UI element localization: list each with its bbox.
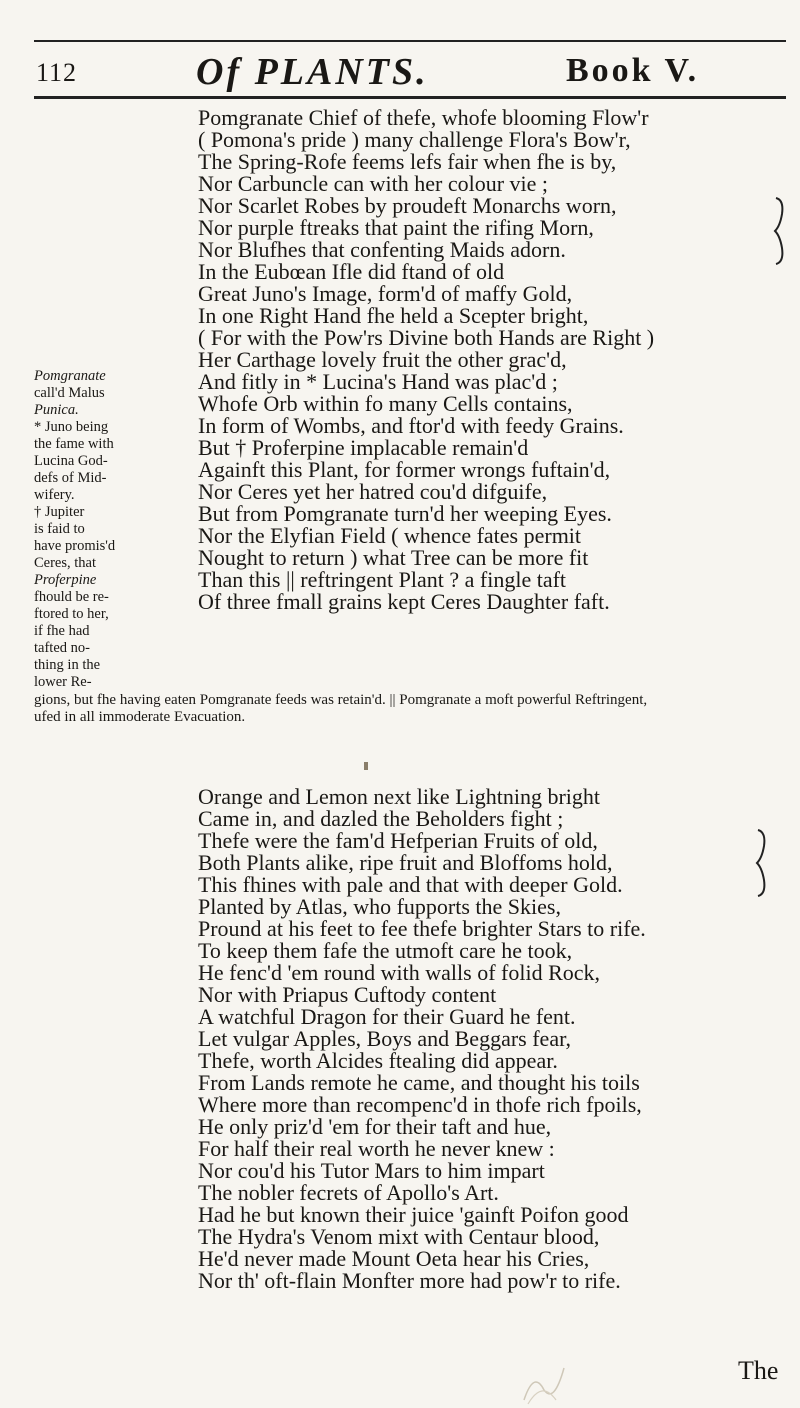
verse-line: Orange and Lemon next like Lightning bright bbox=[198, 784, 601, 809]
margin-note-line: is faid to bbox=[34, 521, 85, 537]
verse-line: Where more than recompenc'd in thofe rich fpoils, bbox=[198, 1092, 642, 1117]
triplet-brace-bottom bbox=[754, 828, 770, 898]
verse-line: Nor with Priapus Cuftody content bbox=[198, 982, 497, 1007]
margin-note-line: wifery. bbox=[34, 487, 75, 503]
verse-line: He only priz'd 'em for their taft and hue, bbox=[198, 1114, 552, 1139]
margin-note-line: † Jupiter bbox=[34, 504, 85, 520]
top-rule bbox=[34, 40, 786, 42]
verse-line: But † Proferpine implacable remain'd bbox=[198, 435, 529, 460]
verse-line: Pround at his feet to fee thefe brighter Stars to rife. bbox=[198, 916, 646, 941]
margin-note-line: Proferpine bbox=[34, 572, 97, 588]
margin-note-line: Pomgranate bbox=[34, 368, 106, 384]
verse-line: A watchful Dragon for their Guard he fent. bbox=[198, 1004, 576, 1029]
ink-mark bbox=[364, 762, 368, 770]
verse-line: He'd never made Mount Oeta hear his Cries, bbox=[198, 1246, 590, 1271]
margin-note-line: Ceres, that bbox=[34, 555, 97, 571]
bleed-through-mark bbox=[514, 1360, 574, 1406]
page-number: 112 bbox=[36, 58, 78, 87]
verse-line: Planted by Atlas, who fupports the Skies, bbox=[198, 894, 561, 919]
verse-line: Nor Ceres yet her hatred cou'd difguife, bbox=[198, 479, 548, 504]
verse-line: From Lands remote he came, and thought his toils bbox=[198, 1070, 640, 1095]
verse-line: Nought to return ) what Tree can be more fit bbox=[198, 545, 589, 570]
verse-line: Nor the Elyfian Field ( whence fates permit bbox=[198, 523, 582, 548]
verse-line: Pomgranate Chief of thefe, whofe blooming Flow'r bbox=[198, 105, 649, 130]
margin-note-line: ftored to her, bbox=[34, 606, 109, 622]
verse-line: Nor Carbuncle can with her colour vie ; bbox=[198, 171, 549, 196]
verse-line: Came in, and dazled the Beholders fight ; bbox=[198, 806, 564, 831]
triplet-brace-top bbox=[772, 196, 788, 266]
header-rule bbox=[34, 96, 786, 99]
margin-note-line: tafted no- bbox=[34, 640, 90, 656]
verse-line: This fhines with pale and that with deeper Gold. bbox=[198, 872, 623, 897]
footnote-line: ufed in all immoderate Evacuation. bbox=[34, 709, 246, 725]
verse-line: Nor th' oft-flain Monfter more had pow'r to rife. bbox=[198, 1268, 621, 1293]
verse-line: Than this || reftringent Plant ? a fingle taft bbox=[198, 567, 567, 592]
verse-line: In the Eubœan Ifle did ftand of old bbox=[198, 259, 505, 284]
verse-line: To keep them fafe the utmoft care he took, bbox=[198, 938, 573, 963]
verse-line: Let vulgar Apples, Boys and Beggars fear, bbox=[198, 1026, 572, 1051]
margin-note-line: Punica. bbox=[34, 402, 79, 418]
margin-note-line: thing in the bbox=[34, 657, 101, 673]
footnote bbox=[34, 692, 800, 726]
margin-note-line: lower Re- bbox=[34, 674, 92, 690]
verse-line: In one Right Hand fhe held a Scepter bright, bbox=[198, 303, 589, 328]
margin-note-line: call'd Malus bbox=[34, 385, 105, 401]
verse-line: ( Pomona's pride ) many challenge Flora's Bow'r, bbox=[198, 127, 631, 152]
verse-line: In form of Wombs, and ftor'd with feedy Grains. bbox=[198, 413, 624, 438]
margin-note-line: Lucina God- bbox=[34, 453, 108, 469]
verse-line: Nor Scarlet Robes by proudeft Monarchs worn, bbox=[198, 193, 617, 218]
verse-line: Nor Blufhes that confenting Maids adorn. bbox=[198, 237, 566, 262]
margin-note-line: * Juno being bbox=[34, 419, 109, 435]
verse-line: But from Pomgranate turn'd her weeping Eyes. bbox=[198, 501, 612, 526]
footnote-line: gions, but fhe having eaten Pomgranate feeds was retain'd. || Pomgranate a moft powerful Reftringent, bbox=[34, 692, 648, 708]
verse-line: Her Carthage lovely fruit the other grac'd, bbox=[198, 347, 567, 372]
verse-line: He fenc'd 'em round with walls of folid Rock, bbox=[198, 960, 601, 985]
catchword: The bbox=[738, 1356, 779, 1385]
verse-line: Both Plants alike, ripe fruit and Bloffoms hold, bbox=[198, 850, 613, 875]
margin-note-line: defs of Mid- bbox=[34, 470, 107, 486]
verse-line: Of three fmall grains kept Ceres Daughter faft. bbox=[198, 589, 610, 614]
verse-block-orange-lemon bbox=[198, 786, 800, 1292]
verse-line: ( For with the Pow'rs Divine both Hands are Right ) bbox=[198, 325, 655, 350]
verse-block-pomgranate bbox=[198, 107, 800, 613]
verse-line: The Spring-Rofe feems lefs fair when fhe is by, bbox=[198, 149, 617, 174]
verse-line: The nobler fecrets of Apollo's Art. bbox=[198, 1180, 499, 1205]
verse-line: Againft this Plant, for former wrongs fuftain'd, bbox=[198, 457, 611, 482]
verse-line: For half their real worth he never knew : bbox=[198, 1136, 555, 1161]
running-title: Of PLANTS. bbox=[196, 51, 429, 93]
verse-line: Thefe, worth Alcides ftealing did appear. bbox=[198, 1048, 558, 1073]
book-label: Book V. bbox=[566, 52, 700, 89]
margin-note-line: have promis'd bbox=[34, 538, 116, 554]
verse-line: Whofe Orb within fo many Cells contains, bbox=[198, 391, 573, 416]
verse-line: Nor purple ftreaks that paint the rifing Morn, bbox=[198, 215, 594, 240]
margin-note-line: the fame with bbox=[34, 436, 114, 452]
verse-line: Nor cou'd his Tutor Mars to him impart bbox=[198, 1158, 545, 1183]
verse-line: Had he but known their juice 'gainft Poifon good bbox=[198, 1202, 629, 1227]
margin-notes bbox=[34, 368, 198, 691]
verse-line: Thefe were the fam'd Hefperian Fruits of old, bbox=[198, 828, 598, 853]
margin-note-line: if fhe had bbox=[34, 623, 90, 639]
verse-line: The Hydra's Venom mixt with Centaur blood, bbox=[198, 1224, 600, 1249]
margin-note-line: fhould be re- bbox=[34, 589, 109, 605]
verse-line: And fitly in * Lucina's Hand was plac'd ; bbox=[198, 369, 558, 394]
verse-line: Great Juno's Image, form'd of maffy Gold, bbox=[198, 281, 573, 306]
